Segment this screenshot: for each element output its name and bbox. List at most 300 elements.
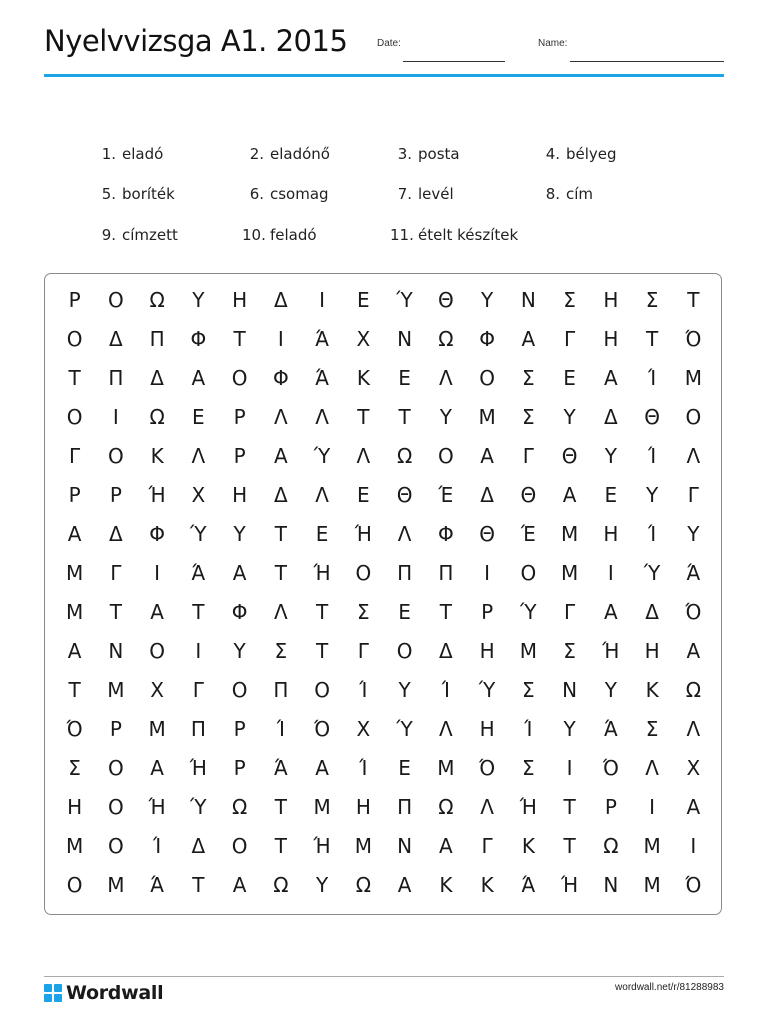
grid-cell[interactable]: Λ	[686, 443, 701, 468]
grid-cell[interactable]: Τ	[192, 872, 205, 897]
grid-cell[interactable]: Ν	[108, 638, 124, 663]
grid-cell[interactable]: Δ	[109, 326, 123, 351]
grid-cell[interactable]: Ω	[273, 872, 289, 897]
grid-cell[interactable]: Γ	[564, 599, 576, 624]
grid-cell[interactable]: Γ	[564, 326, 576, 351]
grid-cell[interactable]: Α	[150, 755, 164, 780]
grid-cell[interactable]: Ί	[359, 755, 368, 780]
grid-cell[interactable]: Α	[480, 443, 494, 468]
grid-cell[interactable]: Ω	[231, 794, 248, 819]
grid-cell[interactable]: Ι	[566, 755, 573, 780]
grid-cell[interactable]: Π	[190, 716, 206, 741]
grid-cell[interactable]: Θ	[561, 443, 578, 468]
grid-cell[interactable]: Ύ	[643, 560, 661, 585]
page-title: Nyelvvizsga A1. 2015	[44, 24, 348, 58]
grid-cell[interactable]: Ή	[313, 560, 331, 585]
grid-cell[interactable]: Α	[521, 326, 536, 351]
word-item	[242, 145, 330, 163]
grid-cell[interactable]: Γ	[110, 560, 122, 585]
grid-cell[interactable]: Ά	[603, 716, 618, 741]
grid-cell[interactable]: Ο	[231, 677, 248, 702]
grid-cell[interactable]: Ή	[148, 482, 166, 507]
grid-cell[interactable]: Σ	[563, 638, 576, 663]
grid-cell[interactable]: Ρ	[481, 599, 494, 624]
grid-cell[interactable]: Τ	[233, 326, 246, 351]
grid-cell[interactable]: Η	[603, 521, 619, 546]
grid-cell[interactable]: Λ	[645, 755, 659, 780]
grid-cell[interactable]: Λ	[315, 482, 329, 507]
word-number: 10.	[242, 226, 266, 244]
grid-cell[interactable]: Τ	[274, 560, 287, 585]
word-text: ételt készítek	[418, 226, 519, 244]
grid-cell[interactable]: Ο	[355, 560, 372, 585]
grid-cell[interactable]: Α	[397, 872, 412, 897]
grid-cell[interactable]: Ρ	[109, 482, 122, 507]
wordwall-grid-icon	[44, 984, 62, 1002]
grid-cell[interactable]: Τ	[274, 833, 287, 858]
word-number: 1.	[101, 145, 116, 163]
grid-cell[interactable]: Ε	[398, 599, 411, 624]
grid-cell[interactable]: Μ	[560, 560, 579, 585]
grid-cell[interactable]: Λ	[191, 443, 206, 468]
grid-cell[interactable]: Α	[315, 755, 329, 780]
grid-cell[interactable]: Θ	[479, 521, 495, 546]
grid-cell[interactable]: Ή	[148, 794, 166, 819]
grid-cell[interactable]: Φ	[149, 521, 165, 546]
grid-cell[interactable]: Υ	[316, 872, 329, 897]
grid-cell[interactable]: Λ	[439, 365, 453, 390]
word-item	[242, 226, 317, 244]
word-item	[94, 226, 178, 244]
grid-cell[interactable]: Ω	[396, 443, 413, 468]
word-item	[94, 145, 163, 163]
grid-cell[interactable]: Ο	[685, 404, 702, 429]
grid-cell[interactable]: Π	[149, 326, 165, 351]
grid-cell[interactable]: Σ	[522, 755, 535, 780]
grid-cell[interactable]: Υ	[481, 287, 494, 312]
word-number: 4.	[545, 145, 560, 163]
grid-cell[interactable]: Υ	[233, 521, 246, 546]
grid-cell[interactable]: Τ	[398, 404, 411, 429]
grid-cell[interactable]: Ρ	[233, 716, 246, 741]
grid-cell[interactable]: Σ	[645, 287, 659, 312]
grid-cell[interactable]: Ρ	[233, 404, 246, 429]
grid-cell[interactable]: Σ	[563, 287, 576, 312]
grid-cell[interactable]: Ι	[277, 326, 284, 351]
grid-cell[interactable]: Ύ	[190, 794, 207, 819]
word-text: posta	[418, 145, 460, 163]
grid-cell[interactable]: Ε	[604, 482, 618, 507]
grid-cell[interactable]: Μ	[107, 677, 125, 702]
grid-cell[interactable]: Μ	[643, 833, 661, 858]
grid-cell[interactable]: Ρ	[604, 794, 617, 819]
word-number: 5.	[101, 185, 116, 203]
word-number: 3.	[397, 145, 412, 163]
word-item	[390, 185, 454, 203]
grid-cell[interactable]: Έ	[438, 482, 454, 507]
grid-cell[interactable]: Μ	[519, 638, 537, 663]
grid-cell[interactable]: Ί	[276, 716, 285, 741]
grid-cell[interactable]: Χ	[150, 677, 164, 702]
grid-cell[interactable]: Ι	[484, 560, 491, 585]
word-text: bélyeg	[566, 145, 617, 163]
grid-cell[interactable]: Δ	[645, 599, 659, 624]
grid-cell[interactable]: Ε	[357, 287, 370, 312]
grid-cell[interactable]: Ά	[191, 560, 206, 585]
grid-cell[interactable]: Η	[232, 482, 248, 507]
grid-cell[interactable]: Τ	[316, 638, 329, 663]
grid-cell[interactable]: Χ	[686, 755, 701, 780]
grid-cell[interactable]: Τ	[646, 326, 659, 351]
grid-cell[interactable]: Ό	[66, 716, 83, 741]
grid-cell[interactable]: Α	[274, 443, 288, 468]
grid-cell[interactable]: Η	[479, 716, 495, 741]
word-item	[242, 185, 329, 203]
grid-cell[interactable]: Τ	[274, 521, 287, 546]
grid-cell[interactable]: Ν	[520, 287, 536, 312]
grid-cell[interactable]: Μ	[65, 833, 84, 858]
grid-cell[interactable]: Λ	[397, 521, 412, 546]
grid-cell[interactable]: Λ	[439, 716, 453, 741]
grid-cell[interactable]: Γ	[357, 638, 369, 663]
grid-cell[interactable]: Ν	[397, 833, 413, 858]
grid-cell[interactable]: Δ	[109, 521, 123, 546]
grid-cell[interactable]: Ω	[603, 833, 619, 858]
grid-cell[interactable]: Δ	[274, 482, 288, 507]
grid-cell[interactable]: Ά	[686, 560, 701, 585]
word-item	[94, 185, 175, 203]
grid-cell[interactable]: Ο	[231, 365, 248, 390]
grid-cell[interactable]: Ύ	[396, 716, 413, 741]
grid-cell[interactable]: Ν	[397, 326, 413, 351]
grid-cell[interactable]: Μ	[560, 521, 579, 546]
grid-cell[interactable]: Α	[67, 521, 82, 546]
grid-cell[interactable]: Ό	[479, 755, 496, 780]
grid-cell[interactable]: Δ	[439, 638, 453, 663]
grid-cell[interactable]: Θ	[438, 287, 454, 312]
grid-cell[interactable]: Ά	[315, 326, 330, 351]
grid-cell[interactable]: Ο	[396, 638, 413, 663]
word-item	[390, 226, 518, 244]
grid-cell[interactable]: Υ	[192, 287, 205, 312]
grid-cell[interactable]: Π	[397, 560, 413, 585]
grid-cell[interactable]: Γ	[522, 443, 534, 468]
grid-cell[interactable]: Μ	[643, 872, 661, 897]
grid-cell[interactable]: Θ	[644, 404, 660, 429]
grid-cell[interactable]: Μ	[65, 599, 84, 624]
word-text: eladónő	[270, 145, 330, 163]
grid-cell[interactable]: Υ	[233, 638, 246, 663]
grid-cell[interactable]: Λ	[686, 716, 701, 741]
grid-cell[interactable]: Γ	[192, 677, 204, 702]
grid-cell[interactable]: Μ	[478, 404, 496, 429]
grid-cell[interactable]: Ό	[685, 599, 702, 624]
grid-cell[interactable]: Α	[686, 794, 701, 819]
grid-cell[interactable]: Ι	[607, 560, 614, 585]
grid-cell[interactable]: Θ	[396, 482, 413, 507]
grid-cell[interactable]: Α	[686, 638, 701, 663]
grid-cell[interactable]: Ο	[66, 326, 83, 351]
grid-cell[interactable]: Γ	[687, 482, 699, 507]
grid-cell[interactable]: Ο	[108, 287, 124, 312]
grid-cell[interactable]: Ε	[315, 521, 329, 546]
grid-cell[interactable]: Ε	[563, 365, 576, 390]
grid-cell[interactable]: Ω	[355, 872, 372, 897]
word-text: feladó	[270, 226, 317, 244]
word-text: cím	[566, 185, 594, 203]
grid-cell[interactable]: Ή	[189, 755, 208, 780]
grid-cell[interactable]: Έ	[520, 521, 536, 546]
grid-cell[interactable]: Δ	[604, 404, 618, 429]
grid-cell[interactable]: Π	[108, 365, 124, 390]
grid-cell[interactable]: Υ	[398, 677, 411, 702]
grid-cell[interactable]: Ι	[154, 560, 161, 585]
grid-cell[interactable]: Κ	[521, 833, 535, 858]
grid-cell[interactable]: Ά	[150, 872, 165, 897]
date-label: Date:	[377, 38, 401, 49]
grid-cell[interactable]: Δ	[150, 365, 164, 390]
grid-cell[interactable]: Κ	[480, 872, 494, 897]
grid-cell[interactable]: Ν	[603, 872, 619, 897]
grid-cell[interactable]: Υ	[646, 482, 659, 507]
grid-cell[interactable]: Δ	[480, 482, 494, 507]
word-number: 8.	[545, 185, 560, 203]
grid-cell[interactable]: Μ	[148, 716, 166, 741]
name-label: Name:	[538, 38, 568, 49]
word-item	[538, 185, 593, 203]
grid-cell[interactable]: Κ	[356, 365, 370, 390]
grid-cell[interactable]: Κ	[150, 443, 164, 468]
grid-cell[interactable]: Γ	[481, 833, 493, 858]
grid-cell[interactable]: Τ	[274, 794, 287, 819]
grid-cell[interactable]: Τ	[68, 677, 81, 702]
grid-cell[interactable]: Α	[67, 638, 82, 663]
word-number: 9.	[101, 226, 116, 244]
footer-url: wordwall.net/r/81288983	[615, 982, 724, 993]
grid-cell[interactable]: Η	[67, 794, 83, 819]
grid-cell[interactable]: Ο	[438, 443, 454, 468]
grid-cell[interactable]: Ι	[195, 638, 202, 663]
grid-cell[interactable]: Τ	[192, 599, 205, 624]
grid-cell[interactable]: Τ	[563, 794, 576, 819]
grid-cell[interactable]: Ύ	[478, 677, 496, 702]
grid-cell[interactable]: Τ	[316, 599, 329, 624]
grid-cell[interactable]: Ή	[560, 872, 579, 897]
letter-grid[interactable]	[54, 280, 714, 904]
grid-cell[interactable]: Ό	[685, 872, 702, 897]
grid-cell[interactable]: Λ	[315, 404, 329, 429]
grid-cell[interactable]: Η	[644, 638, 660, 663]
grid-cell[interactable]: Α	[439, 833, 453, 858]
grid-cell[interactable]: Η	[355, 794, 371, 819]
grid-cell[interactable]: Τ	[563, 833, 576, 858]
grid-cell[interactable]: Ο	[66, 872, 83, 897]
grid-cell[interactable]: Π	[397, 794, 413, 819]
grid-cell[interactable]: Ι	[690, 833, 697, 858]
grid-cell[interactable]: Ι	[112, 404, 119, 429]
grid-cell[interactable]: Τ	[357, 404, 370, 429]
grid-cell[interactable]: Π	[438, 560, 454, 585]
grid-cell[interactable]: Μ	[684, 365, 702, 390]
grid-cell[interactable]: Α	[604, 599, 618, 624]
grid-cell[interactable]: Ω	[149, 287, 165, 312]
grid-cell[interactable]: Ί	[153, 833, 162, 858]
grid-cell[interactable]: Ο	[108, 794, 124, 819]
grid-cell[interactable]: Α	[232, 872, 247, 897]
logo-text: Wordwall	[66, 982, 164, 1004]
grid-cell[interactable]: Ά	[273, 755, 288, 780]
grid-cell[interactable]: Μ	[107, 872, 125, 897]
grid-cell[interactable]: Ρ	[109, 716, 122, 741]
grid-cell[interactable]: Σ	[645, 716, 659, 741]
grid-cell[interactable]: Χ	[356, 326, 371, 351]
grid-cell[interactable]: Ί	[524, 716, 533, 741]
grid-cell[interactable]: Ρ	[68, 482, 81, 507]
grid-cell[interactable]: Τ	[687, 287, 700, 312]
grid-cell[interactable]: Τ	[109, 599, 122, 624]
grid-cell[interactable]: Ι	[319, 287, 326, 312]
word-text: címzett	[122, 226, 178, 244]
grid-cell[interactable]: Α	[150, 599, 164, 624]
grid-cell[interactable]: Τ	[439, 599, 452, 624]
grid-cell[interactable]: Σ	[522, 677, 535, 702]
grid-cell[interactable]: Ρ	[68, 287, 81, 312]
word-number: 6.	[249, 185, 264, 203]
date-field[interactable]	[403, 61, 505, 62]
name-field[interactable]	[570, 61, 724, 62]
grid-cell[interactable]: Ο	[149, 638, 165, 663]
grid-cell[interactable]: Ε	[192, 404, 205, 429]
word-number: 2.	[249, 145, 264, 163]
grid-cell[interactable]: Φ	[231, 599, 248, 624]
grid-cell[interactable]: Ή	[602, 638, 620, 663]
grid-cell[interactable]: Ο	[231, 833, 248, 858]
grid-cell[interactable]: Ο	[108, 443, 124, 468]
grid-cell[interactable]: Ά	[315, 365, 330, 390]
grid-cell[interactable]: Ρ	[233, 755, 246, 780]
grid-cell[interactable]: Σ	[357, 599, 370, 624]
grid-cell[interactable]: Λ	[274, 599, 288, 624]
grid-cell[interactable]: Η	[603, 287, 619, 312]
grid-cell[interactable]: Ό	[314, 716, 331, 741]
grid-cell[interactable]: Τ	[68, 365, 81, 390]
grid-cell[interactable]: Λ	[274, 404, 288, 429]
grid-cell[interactable]: Γ	[69, 443, 81, 468]
word-text: levél	[418, 185, 454, 203]
grid-cell[interactable]: Ε	[357, 482, 370, 507]
grid-cell[interactable]: Η	[603, 326, 619, 351]
grid-cell[interactable]: Ί	[359, 677, 368, 702]
grid-cell[interactable]: Ύ	[520, 599, 537, 624]
grid-cell[interactable]: Υ	[687, 521, 700, 546]
grid-cell[interactable]: Δ	[274, 287, 288, 312]
grid-cell[interactable]: Ι	[649, 794, 656, 819]
word-text: eladó	[122, 145, 164, 163]
word-item	[390, 145, 460, 163]
grid-cell[interactable]: Ί	[648, 443, 657, 468]
word-number: 11.	[390, 226, 414, 244]
word-number: 7.	[397, 185, 412, 203]
grid-cell[interactable]: Α	[191, 365, 206, 390]
grid-cell[interactable]: Ω	[685, 677, 702, 702]
grid-cell[interactable]: Σ	[68, 755, 81, 780]
grid-cell[interactable]: Ο	[66, 404, 83, 429]
header-divider	[44, 74, 724, 77]
grid-cell[interactable]: Φ	[273, 365, 289, 390]
grid-cell[interactable]: Ή	[354, 521, 373, 546]
grid-cell[interactable]: Π	[273, 677, 289, 702]
grid-cell[interactable]: Ί	[441, 677, 450, 702]
grid-cell[interactable]: Ο	[314, 677, 330, 702]
grid-cell[interactable]: Ο	[108, 833, 124, 858]
grid-cell[interactable]: Ω	[438, 794, 454, 819]
grid-cell[interactable]: Ά	[521, 872, 536, 897]
grid-cell[interactable]: Μ	[313, 794, 331, 819]
wordwall-logo	[44, 982, 163, 1004]
grid-cell[interactable]: Ο	[479, 365, 495, 390]
grid-cell[interactable]: Ε	[398, 755, 411, 780]
grid-cell[interactable]: Φ	[479, 326, 495, 351]
grid-cell[interactable]: Ν	[562, 677, 578, 702]
grid-cell[interactable]: Κ	[439, 872, 453, 897]
grid-cell[interactable]: Φ	[190, 326, 207, 351]
grid-cell[interactable]: Η	[232, 287, 248, 312]
grid-cell[interactable]: Θ	[520, 482, 537, 507]
grid-cell[interactable]: Μ	[354, 833, 372, 858]
grid-cell[interactable]: Η	[479, 638, 495, 663]
grid-cell[interactable]: Χ	[191, 482, 206, 507]
grid-cell[interactable]: Ί	[648, 365, 657, 390]
grid-cell[interactable]: Υ	[439, 404, 452, 429]
grid-cell[interactable]: Μ	[65, 560, 84, 585]
grid-cell[interactable]: Ο	[520, 560, 537, 585]
grid-cell[interactable]: Α	[232, 560, 247, 585]
grid-cell[interactable]: Ύ	[396, 287, 413, 312]
grid-cell[interactable]: Ω	[438, 326, 454, 351]
grid-cell[interactable]: Ε	[398, 365, 411, 390]
grid-cell[interactable]: Μ	[437, 755, 455, 780]
grid-cell[interactable]: Δ	[191, 833, 206, 858]
grid-cell[interactable]: Ό	[602, 755, 619, 780]
grid-cell[interactable]: Υ	[563, 716, 576, 741]
grid-cell[interactable]: Α	[604, 365, 618, 390]
grid-cell[interactable]: Ί	[648, 521, 657, 546]
grid-cell[interactable]: Υ	[604, 677, 617, 702]
grid-cell[interactable]: Σ	[522, 404, 535, 429]
grid-cell[interactable]: Α	[562, 482, 577, 507]
grid-cell[interactable]: Κ	[645, 677, 659, 702]
grid-cell[interactable]: Υ	[563, 404, 576, 429]
grid-cell[interactable]: Ω	[149, 404, 165, 429]
grid-cell[interactable]: Ύ	[313, 443, 331, 468]
grid-cell[interactable]: Ρ	[233, 443, 246, 468]
word-text: csomag	[270, 185, 329, 203]
word-item	[538, 145, 617, 163]
grid-cell[interactable]: Φ	[438, 521, 454, 546]
grid-cell[interactable]: Ή	[313, 833, 331, 858]
grid-cell[interactable]: Σ	[274, 638, 288, 663]
grid-cell[interactable]: Λ	[356, 443, 371, 468]
grid-cell[interactable]: Υ	[604, 443, 617, 468]
grid-cell[interactable]: Ό	[685, 326, 702, 351]
footer-divider	[44, 976, 724, 977]
grid-cell[interactable]: Λ	[480, 794, 494, 819]
grid-cell[interactable]: Χ	[356, 716, 371, 741]
grid-cell[interactable]: Ή	[519, 794, 538, 819]
grid-cell[interactable]: Ύ	[190, 521, 207, 546]
grid-cell[interactable]: Ο	[108, 755, 124, 780]
grid-cell[interactable]: Σ	[522, 365, 535, 390]
